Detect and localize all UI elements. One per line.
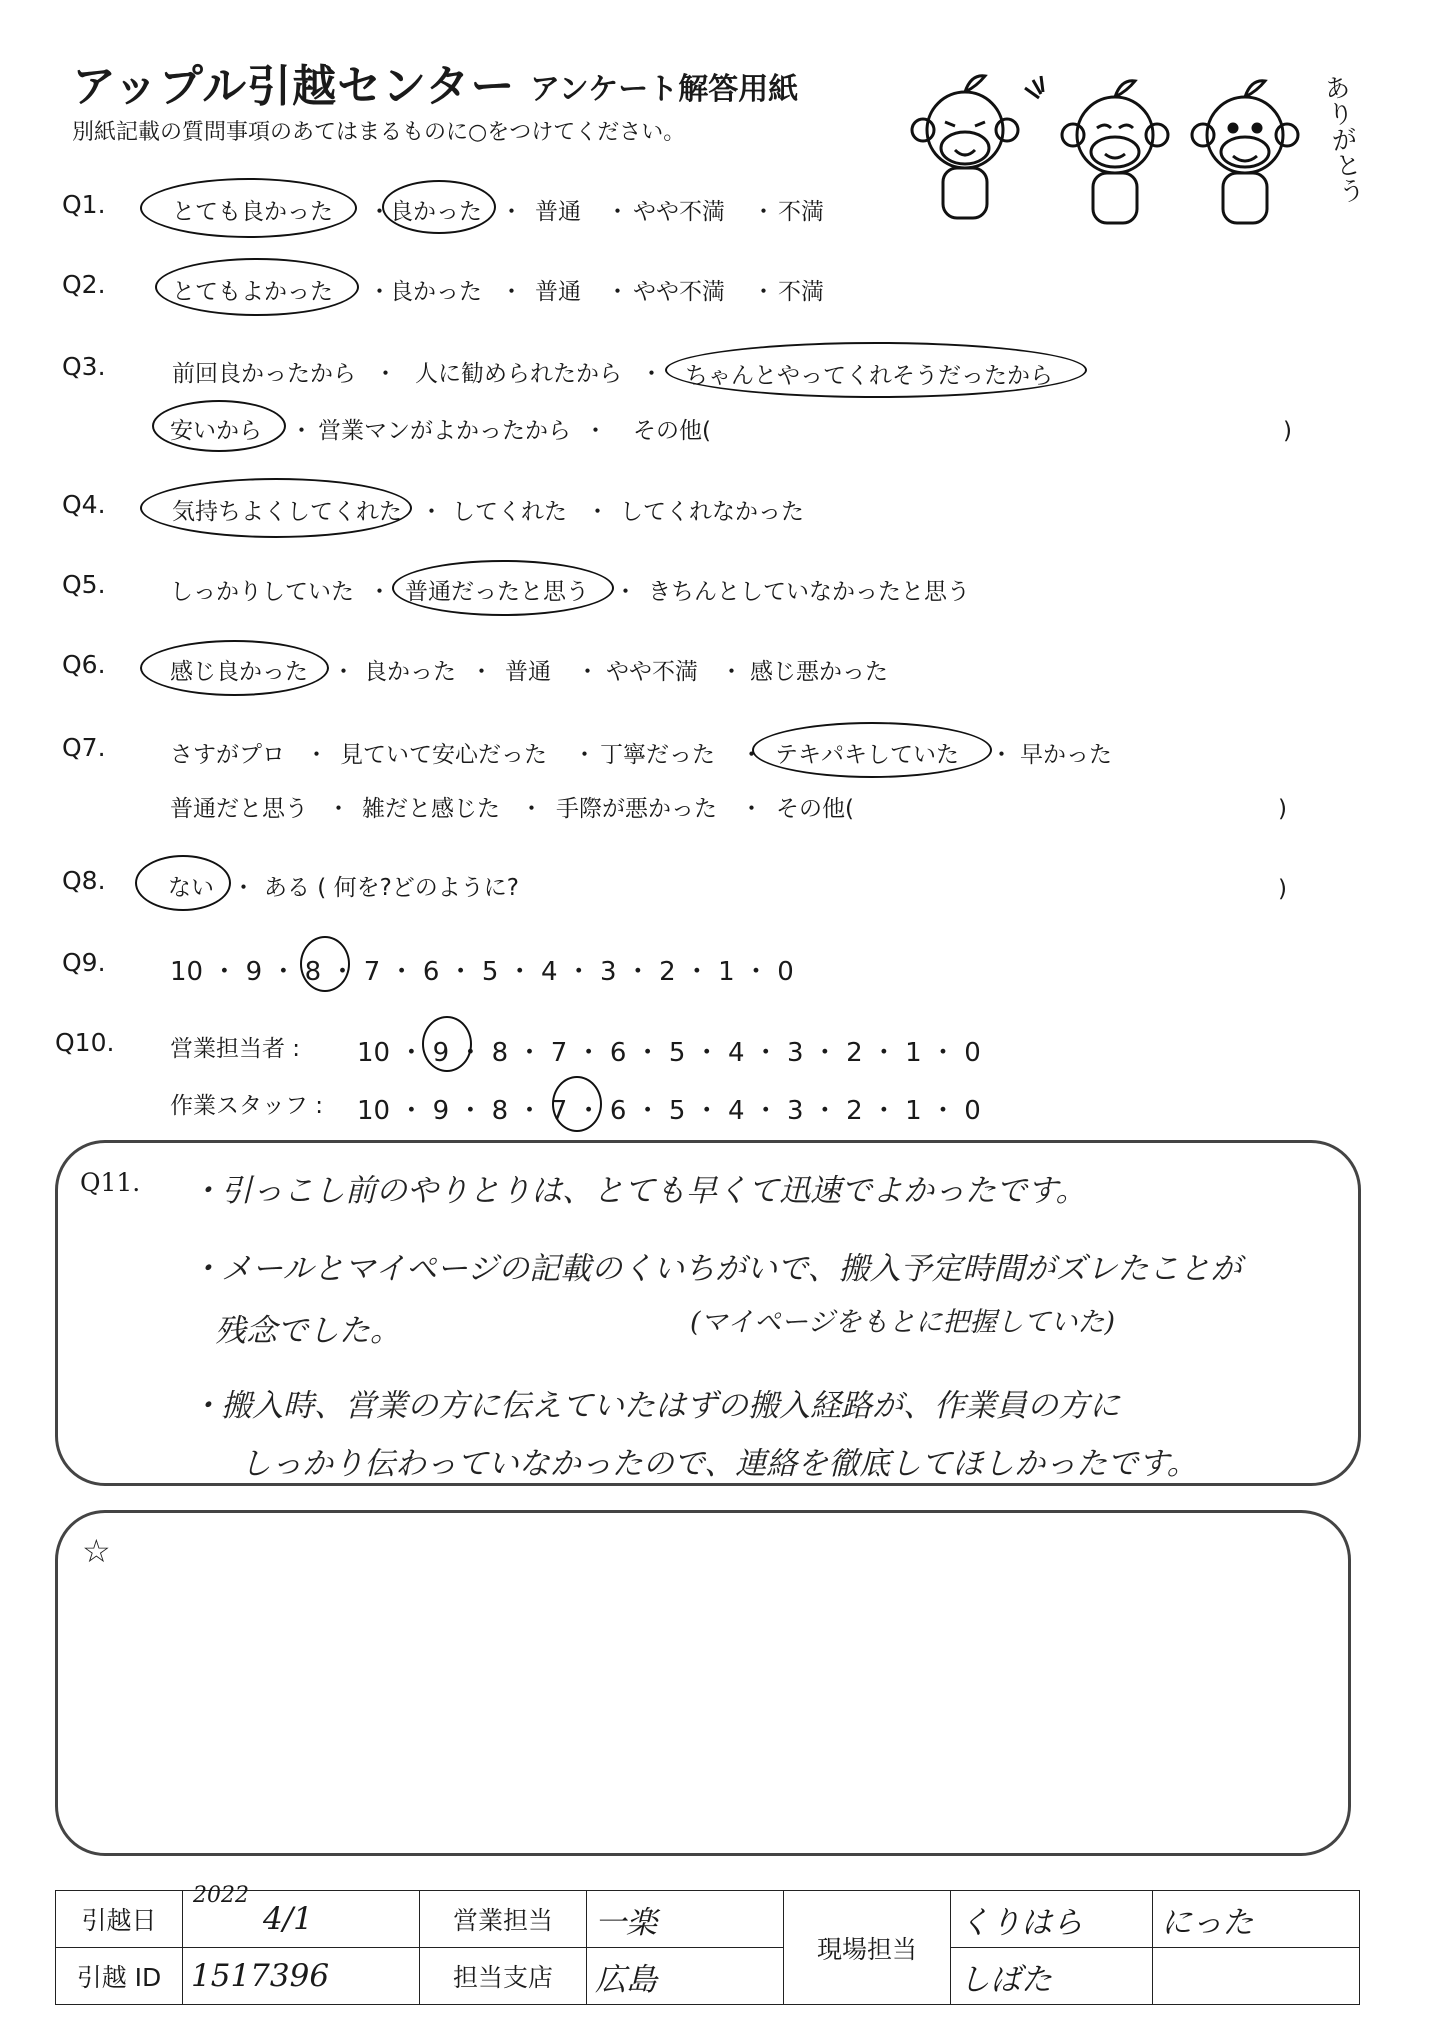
footer-info-table	[55, 1883, 1360, 2005]
instruction-text: 別紙記載の質問事項のあてはまるものに○をつけてください。	[72, 120, 686, 145]
sales-value: 一楽	[587, 1891, 784, 1948]
q6-dot: ・	[720, 659, 743, 685]
q7-option-1[interactable]: さすがプロ	[170, 742, 285, 768]
site-staff-3: しばた	[951, 1948, 1153, 2005]
q1-selection-circle-2	[382, 180, 496, 234]
q10-sales-label: 営業担当者 :	[170, 1036, 301, 1062]
q1-option-3[interactable]: 普通	[535, 199, 581, 225]
q3-dot: ・	[584, 418, 607, 444]
q4-dot: ・	[420, 499, 443, 525]
q1-selection-circle	[140, 178, 357, 238]
q7-close-paren: )	[1278, 796, 1287, 822]
q11-comment-line-4: ・搬入時、営業の方に伝えていたはずの搬入経路が、作業員の方に	[190, 1388, 1120, 1424]
q10-label: Q10.	[55, 1028, 115, 1057]
q8-option-2[interactable]: ある ( 何を?どのように?	[264, 875, 520, 901]
monkey-3-icon	[1192, 81, 1298, 223]
mascot-illustration	[905, 60, 1355, 235]
q1-option-1[interactable]: とても良かった	[172, 199, 333, 225]
q2-option-4[interactable]: やや不満	[633, 279, 725, 305]
q7-option-5[interactable]: 早かった	[1020, 742, 1112, 768]
branch-value: 広島	[587, 1948, 784, 2005]
q5-option-2[interactable]: 普通だったと思う	[405, 579, 589, 605]
q7-option-9[interactable]: その他(	[776, 796, 854, 822]
q7-dot: ・	[573, 742, 596, 768]
page-title: アップル引越センター	[72, 61, 516, 112]
q2-selection-circle	[155, 258, 359, 316]
moving-date-year: 2022	[193, 1883, 249, 1908]
q1-option-5[interactable]: 不満	[778, 199, 824, 225]
site-staff-2: にった	[1153, 1891, 1360, 1948]
q7-option-8[interactable]: 手際が悪かった	[556, 796, 717, 822]
q7-label: Q7.	[62, 733, 106, 762]
q4-dot: ・	[586, 499, 609, 525]
q10-staff-selection-circle	[552, 1076, 602, 1132]
page-subtitle: アンケート解答用紙	[530, 72, 799, 107]
q6-dot: ・	[470, 659, 493, 685]
star-icon: ☆	[82, 1532, 111, 1570]
q6-option-5[interactable]: 感じ悪かった	[750, 659, 888, 685]
q5-selection-circle	[392, 560, 614, 616]
q3-label: Q3.	[62, 352, 106, 381]
q10-staff-scale[interactable]: 10 ・ 9 ・ 8 ・ 7 ・ 6 ・ 5 ・ 4 ・ 3 ・ 2 ・ 1 ・ 0	[357, 1096, 981, 1126]
q2-label: Q2.	[62, 270, 106, 299]
q7-option-3[interactable]: 丁寧だった	[600, 742, 715, 768]
q6-option-2[interactable]: 良かった	[364, 659, 456, 685]
q8-option-1[interactable]: ない	[168, 875, 214, 901]
site-label: 現場担当	[784, 1891, 951, 2005]
q6-dot: ・	[332, 659, 355, 685]
q6-option-3[interactable]: 普通	[505, 659, 551, 685]
moving-date-cell	[183, 1883, 420, 1948]
q3-option-2[interactable]: 人に勧められたから	[415, 361, 622, 387]
q3-close-paren: )	[1283, 418, 1292, 444]
q3-dot: ・	[640, 361, 663, 387]
q1-dot: ・	[500, 199, 523, 225]
q8-selection-circle	[135, 855, 231, 911]
q4-option-3[interactable]: してくれなかった	[620, 499, 804, 525]
monkey-2-icon	[1025, 76, 1168, 223]
q4-selection-circle	[140, 478, 412, 538]
q9-scale[interactable]: 10 ・ 9 ・ 8 ・ 7 ・ 6 ・ 5 ・ 4 ・ 3 ・ 2 ・ 1 ・ 0	[170, 957, 794, 987]
q4-option-1[interactable]: 気持ちよくしてくれた	[172, 499, 402, 525]
q2-option-1[interactable]: とてもよかった	[172, 279, 333, 305]
q1-dot: ・	[752, 199, 775, 225]
q6-option-1[interactable]: 感じ良かった	[170, 659, 308, 685]
q3-option-6[interactable]: その他(	[633, 418, 711, 444]
q11-comment-note: (マイページをもとに把握していた)	[690, 1307, 1115, 1338]
q7-option-6[interactable]: 普通だと思う	[170, 796, 308, 822]
q7-option-7[interactable]: 雑だと感じた	[362, 796, 500, 822]
q5-label: Q5.	[62, 570, 106, 599]
q3-dot: ・	[290, 418, 313, 444]
q2-dot: ・	[752, 279, 775, 305]
q7-dot: ・	[520, 796, 543, 822]
extra-comment-box	[55, 1510, 1351, 1856]
q6-selection-circle	[140, 640, 329, 696]
q3-dot: ・	[374, 361, 397, 387]
q7-dot: ・	[740, 742, 763, 768]
q11-comment-line-2: ・メールとマイページの記載のくいちがいで、搬入予定時間がズレたことが	[190, 1251, 1242, 1287]
q11-label: Q11.	[80, 1168, 141, 1197]
q3-option-4[interactable]: 安いから	[170, 418, 262, 444]
q3-option-3[interactable]: ちゃんとやってくれそうだったから	[685, 363, 1053, 389]
q6-option-4[interactable]: やや不満	[606, 659, 698, 685]
q2-option-3[interactable]: 普通	[535, 279, 581, 305]
q11-comment-line-1: ・引っこし前のやりとりは、とても早くて迅速でよかったです。	[190, 1173, 1087, 1209]
q2-option-2[interactable]: 良かった	[390, 279, 482, 305]
moving-date-label: 引越日	[56, 1891, 183, 1948]
q1-dot: ・	[606, 199, 629, 225]
moving-id-label: 引越 ID	[56, 1948, 183, 2005]
q11-comment-line-3: 残念でした。	[215, 1313, 401, 1349]
sales-label: 営業担当	[420, 1891, 587, 1948]
q5-option-3[interactable]: きちんとしていなかったと思う	[648, 579, 970, 605]
q5-dot: ・	[614, 579, 637, 605]
q2-option-5[interactable]: 不満	[778, 279, 824, 305]
q11-comment-line-5: しっかり伝わっていなかったので、連絡を徹底してほしかったです。	[240, 1446, 1198, 1482]
q4-label: Q4.	[62, 490, 106, 519]
q9-selection-circle	[300, 936, 350, 992]
q3-selection-circle-2	[152, 400, 286, 452]
q8-dot: ・	[232, 875, 255, 901]
moving-id-value: 1517396	[183, 1948, 420, 2005]
q5-dot: ・	[368, 579, 391, 605]
q1-option-2[interactable]: 良かった	[390, 199, 482, 225]
q6-dot: ・	[576, 659, 599, 685]
site-staff-1: くりはら	[951, 1891, 1153, 1948]
q7-option-4[interactable]: テキパキしていた	[775, 742, 959, 768]
q7-option-2[interactable]: 見ていて安心だった	[340, 742, 547, 768]
branch-label: 担当支店	[420, 1948, 587, 2005]
mascot-caption: ありがとう	[1318, 72, 1366, 206]
q9-label: Q9.	[62, 948, 106, 977]
q3-option-5[interactable]: 営業マンがよかったから	[318, 418, 571, 444]
q10-sales-scale[interactable]: 10 ・ 9 ・ 8 ・ 7 ・ 6 ・ 5 ・ 4 ・ 3 ・ 2 ・ 1 ・ 0	[357, 1038, 981, 1068]
q10-staff-label: 作業スタッフ :	[170, 1093, 324, 1119]
q4-option-2[interactable]: してくれた	[452, 499, 567, 525]
q1-dot: ・	[368, 199, 391, 225]
monkey-1-icon	[912, 76, 1018, 218]
q8-close-paren: )	[1278, 876, 1287, 902]
q2-dot: ・	[368, 279, 391, 305]
site-staff-4	[1153, 1948, 1360, 2005]
q2-dot: ・	[606, 279, 629, 305]
q1-option-4[interactable]: やや不満	[633, 199, 725, 225]
q2-dot: ・	[500, 279, 523, 305]
q7-selection-circle	[752, 722, 992, 778]
q3-option-1[interactable]: 前回良かったから	[172, 361, 356, 387]
q7-dot: ・	[305, 742, 328, 768]
q6-label: Q6.	[62, 650, 106, 679]
q7-dot: ・	[740, 796, 763, 822]
q5-option-1[interactable]: しっかりしていた	[170, 579, 354, 605]
q10-sales-selection-circle	[422, 1016, 472, 1072]
q7-dot: ・	[990, 742, 1013, 768]
moving-date-value: 4/1	[263, 1901, 313, 1937]
q1-label: Q1.	[62, 190, 106, 219]
q3-selection-circle	[665, 342, 1087, 398]
q7-dot: ・	[327, 796, 350, 822]
q8-label: Q8.	[62, 866, 106, 895]
